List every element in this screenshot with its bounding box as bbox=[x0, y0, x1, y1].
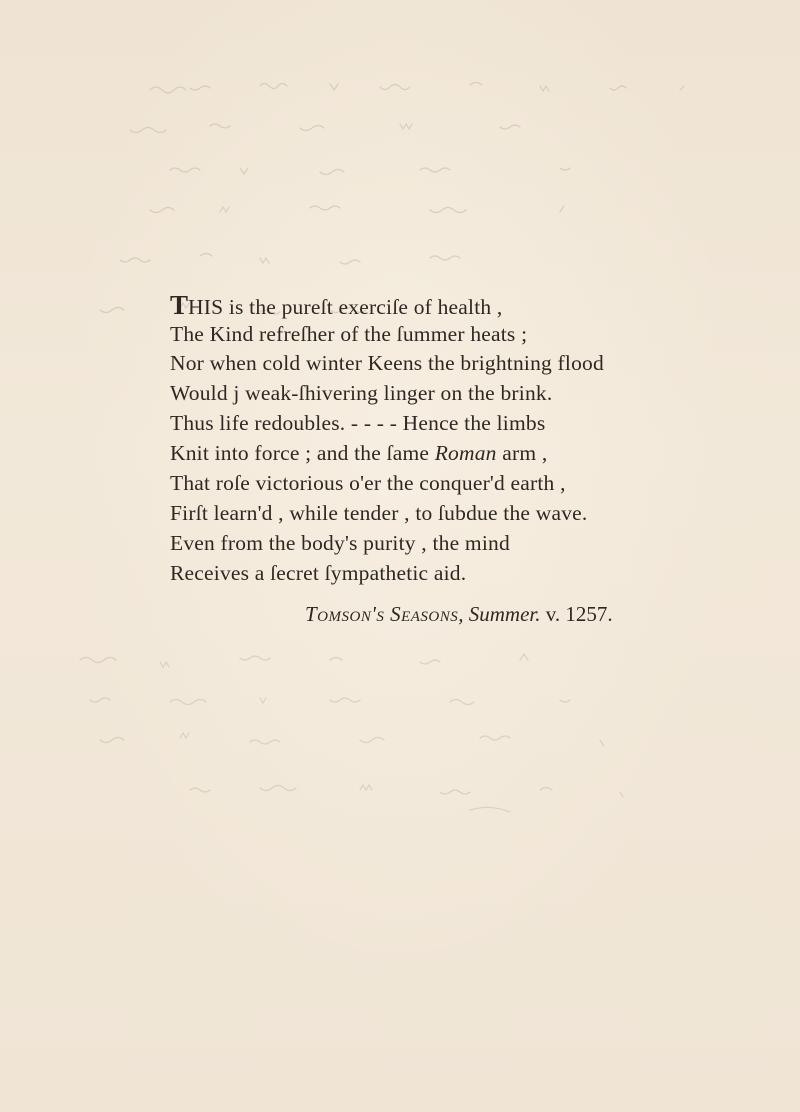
attribution-separator: , bbox=[458, 602, 464, 626]
poem-line-10: Receives a ſecret ſympathetic aid. bbox=[170, 561, 467, 585]
bleed-through-bottom bbox=[0, 640, 800, 820]
roman-word: Roman bbox=[434, 441, 497, 465]
poem-line-4: Would j weak-ſhivering linger on the brink. bbox=[170, 381, 553, 405]
attribution-work: Summer. bbox=[468, 602, 541, 626]
poem-line-5: Thus life redoubles. - - - - Hence the limbs bbox=[170, 411, 546, 435]
poem-line-3: Nor when cold winter Keens the brightning flood bbox=[170, 351, 604, 375]
poem-line-6-tail: arm , bbox=[502, 441, 548, 465]
poem-line-1-text: HIS is the pureſt exerciſe of health , bbox=[188, 295, 503, 319]
attribution bbox=[305, 602, 613, 627]
attribution-ref: v. 1257. bbox=[545, 602, 613, 626]
poem-line-7: That roſe victorious o'er the conquer'd earth , bbox=[170, 471, 566, 495]
poem-line-8: Firſt learn'd , while tender , to ſubdue the wave. bbox=[170, 501, 588, 525]
poem-line-6 bbox=[170, 440, 547, 466]
poem-line-9: Even from the body's purity , the mind bbox=[170, 531, 510, 555]
poem-line-6-text: Knit into force ; and the ſame bbox=[170, 441, 430, 465]
poem-line-2: The Kind refreſher of the ſummer heats ; bbox=[170, 322, 528, 346]
poem-line-1 bbox=[170, 292, 502, 320]
attribution-author: Tomson's Seasons bbox=[305, 602, 459, 626]
drop-cap-initial: T bbox=[170, 290, 189, 320]
